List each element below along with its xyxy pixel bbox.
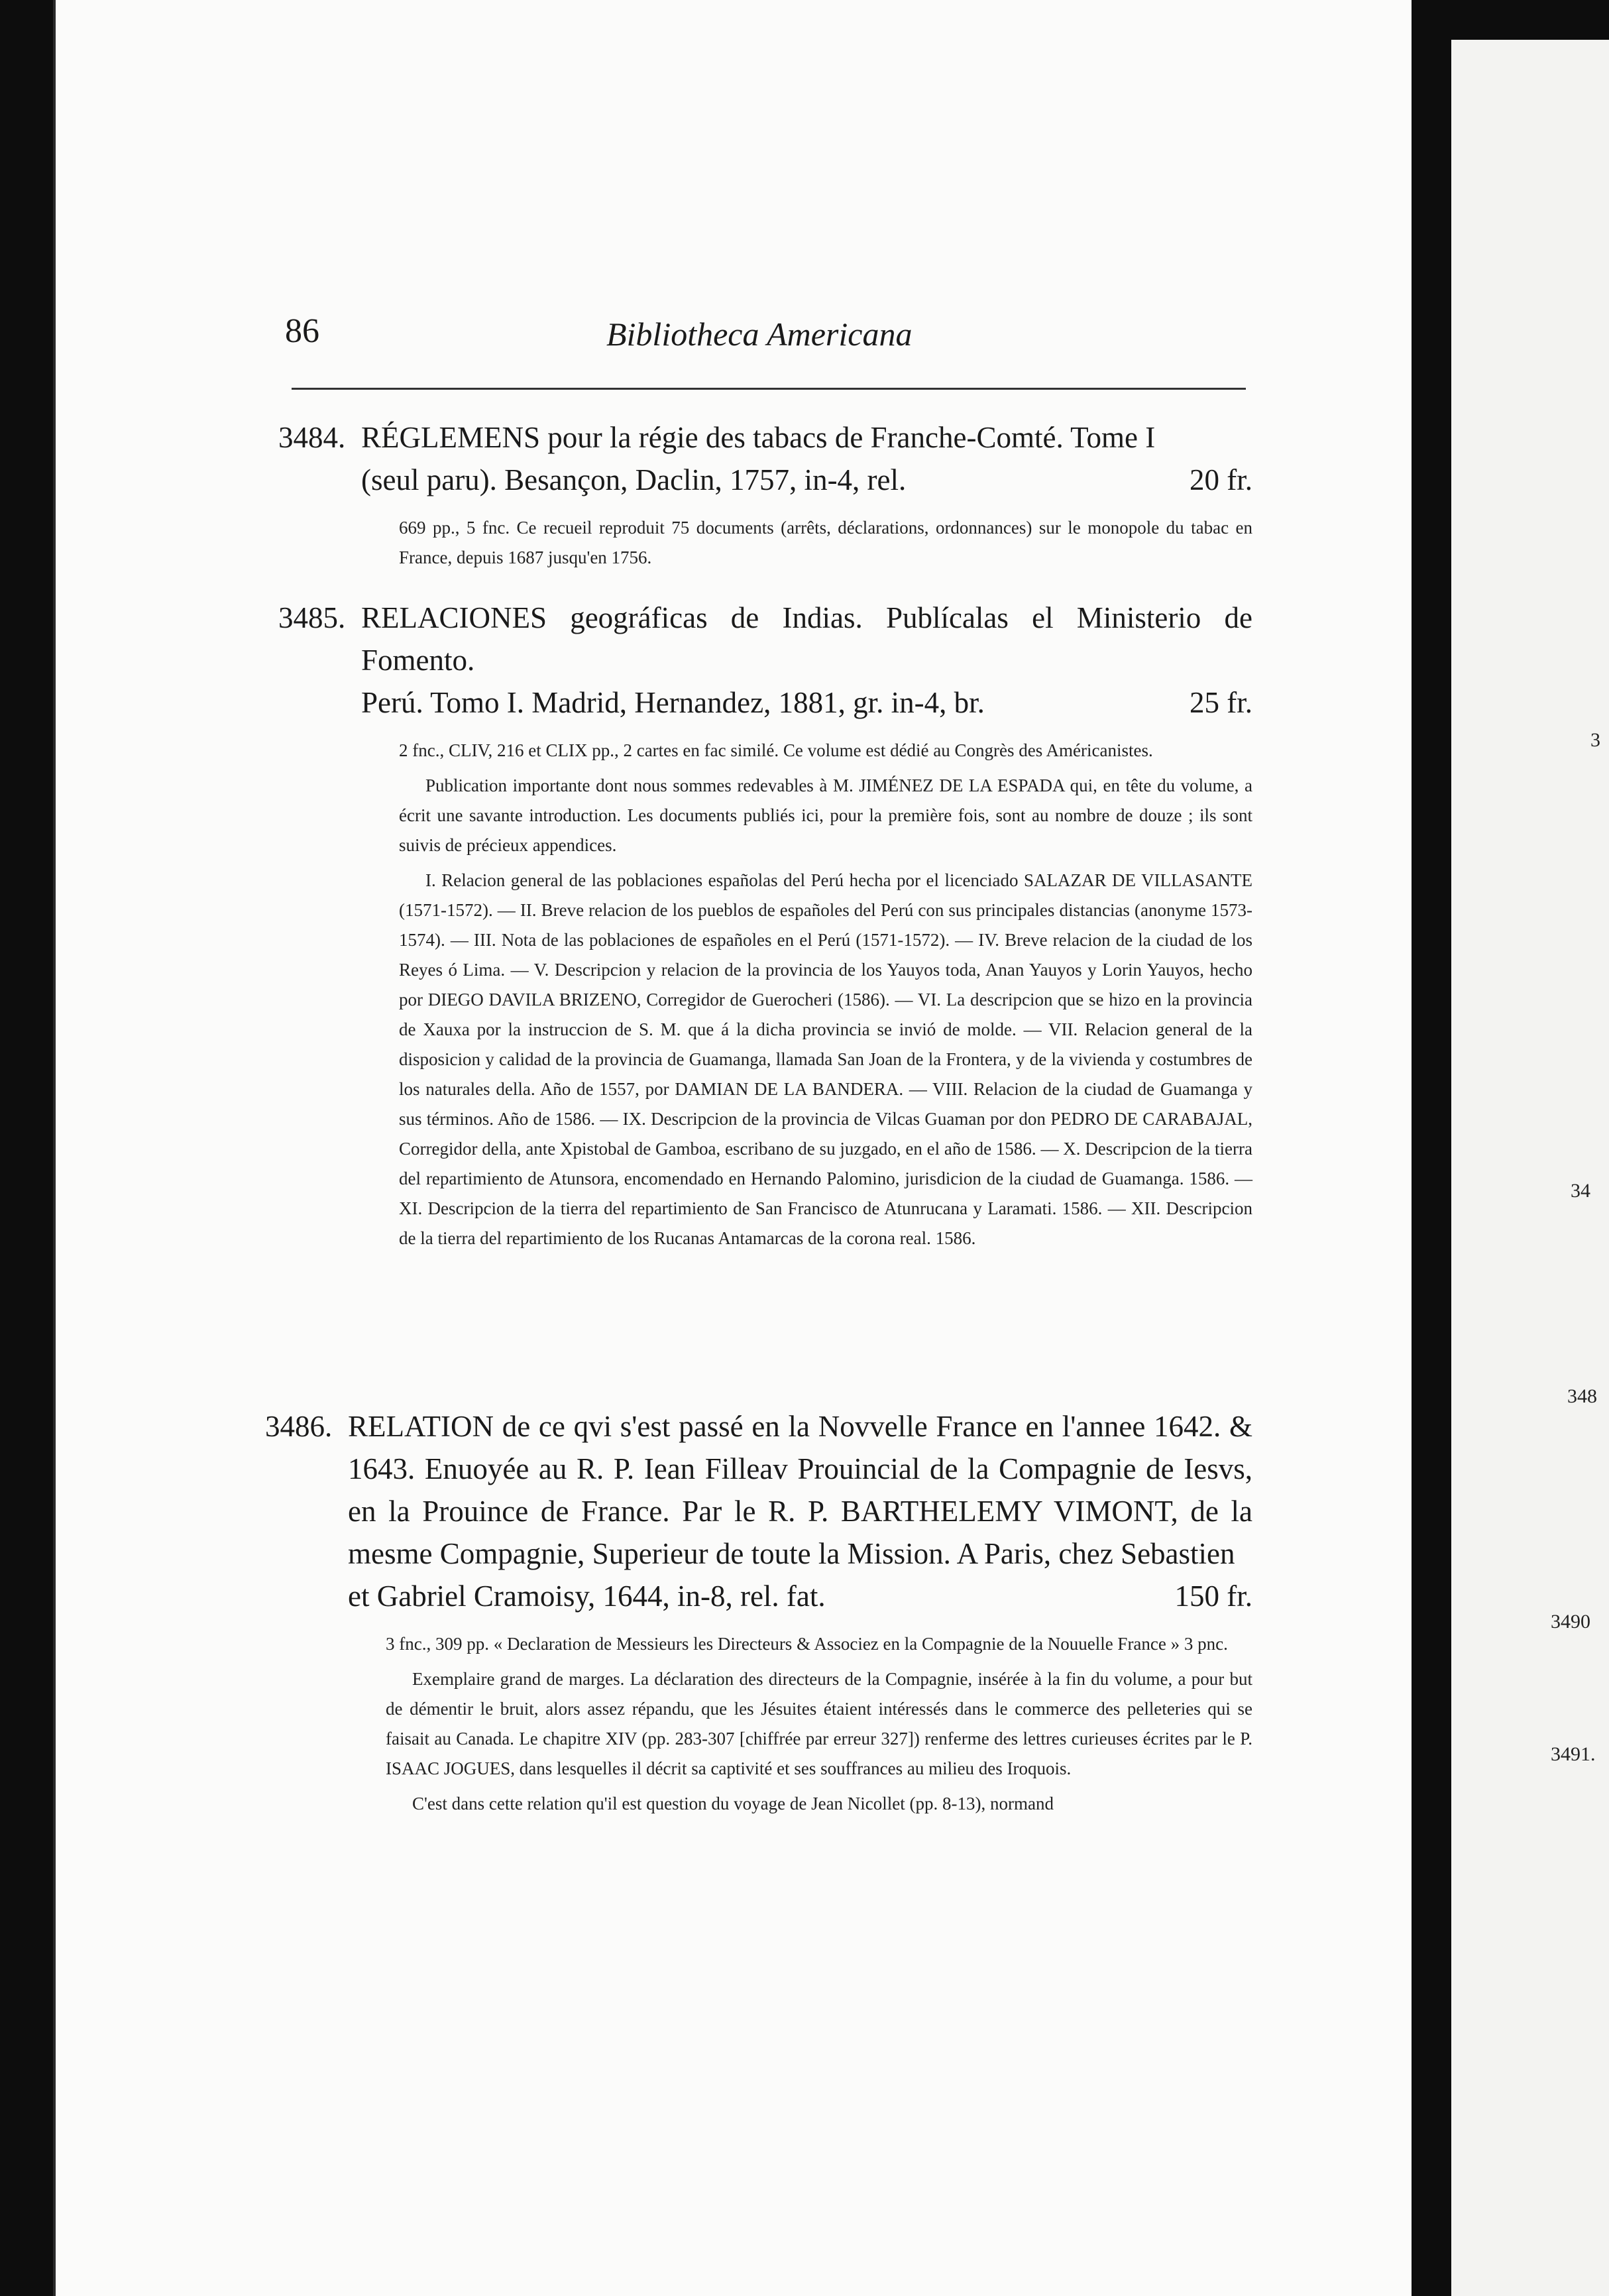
book-gutter: [1412, 0, 1451, 2296]
adjacent-entry-number: 3: [1590, 729, 1600, 751]
entry-notes: [399, 513, 1252, 573]
entry-note: C'est dans cette relation qu'il est question du voyage de Jean Nicollet (pp. 8-13), normand: [412, 1794, 1054, 1813]
adjacent-page-edge: [1451, 40, 1609, 2296]
entry-number: 3484.: [278, 421, 346, 454]
adjacent-entry-number: 3490: [1551, 1611, 1590, 1633]
catalog-entry: [265, 1405, 1252, 1824]
entry-price: 150 fr.: [1174, 1579, 1252, 1613]
entry-number: 3486.: [265, 1410, 333, 1443]
entry-title: [278, 416, 1252, 501]
running-header: [285, 302, 1246, 361]
header-rule: [292, 388, 1246, 390]
entry-price: 25 fr.: [1190, 686, 1252, 719]
entry-note: 669 pp., 5 fnc. Ce recueil reproduit 75 documents (arrêts, déclarations, ordonnances) sur le monopole du tabac en France, depuis 1687 jusqu'en 1756.: [399, 518, 1252, 567]
catalog-entry: [278, 597, 1252, 1259]
entry-note: Exemplaire grand de marges. La déclaration des directeurs de la Compagnie, insérée à la fin du volume, a pour but de démentir le bruit, alors assez répandu, que les Jésuites étaient intéressés dans le commerce des pelleteries qui se faisait au Canada. Le chapitre XIV (pp. 283-307 [chiffrée par erreur 327]) renferme des lettres curieuses écrites par le P. ISAAC JOGUES, dans lesquelles il décrit sa captivité et ses souffrances au milieu des Iroquois.: [386, 1669, 1252, 1778]
entry-head: RÉGLEMENS pour la régie des tabacs de Franche-Comté. Tome I: [361, 421, 1156, 454]
entry-imprint: et Gabriel Cramoisy, 1644, in-8, rel. fat.: [348, 1579, 826, 1613]
entry-notes: [386, 1629, 1252, 1819]
entry-head: RELACIONES geográficas de Indias. Publícalas el Ministerio de Fomento.: [361, 601, 1252, 677]
entry-note: 2 fnc., CLIV, 216 et CLIX pp., 2 cartes en fac similé. Ce volume est dédié au Congrès des Américanistes.: [399, 740, 1153, 760]
entry-note: 3 fnc., 309 pp. « Declaration de Messieurs les Directeurs & Associez en la Compagnie de la Nouuelle France » 3 pnc.: [386, 1634, 1228, 1654]
entry-head: RELATION de ce qvi s'est passé en la Novvelle France en l'annee 1642. & 1643. Enuoyée au R. P. Iean Filleav Prouincial de la Compagnie de Iesvs, en la Prouince de France. Par le R. P. BARTHELEMY VIMONT, de la mesme Compagnie, Superieur de toute la Mission. A Paris, chez Sebastien: [348, 1410, 1252, 1570]
entry-title: [265, 1405, 1252, 1617]
entry-price: 20 fr.: [1190, 463, 1252, 496]
entry-note: Publication importante dont nous sommes redevables à M. JIMÉNEZ DE LA ESPADA qui, en tête du volume, a écrit une savante introduction. Les documents publiés ici, pour la première fois, sont au nombre de douze ; ils sont suivis de précieux appendices.: [399, 775, 1252, 855]
entry-notes: [399, 736, 1252, 1253]
adjacent-entry-number: 34: [1571, 1180, 1590, 1202]
entry-note: I. Relacion general de las poblaciones españolas del Perú hecha por el licenciado SALAZAR DE VILLASANTE (1571-1572). — II. Breve relacion de los pueblos de españoles del Perú con sus principales distancias (anonyme 1573-1574). — III. Nota de las poblaciones de españoles en el Perú (1571-1572). — IV. Breve relacion de la ciudad de los Reyes ó Lima. — V. Descripcion y relacion de la provincia de los Yauyos toda, Anan Yauyos y Lorin Yauyos, hecho por DIEGO DAVILA BRIZENO, Corregidor de Guerocheri (1586). — VI. La descripcion que se hizo en la provincia de Xauxa por la instruccion de S. M. que á la dicha provincia se invió de molde. — VII. Relacion general de la disposicion y calidad de la provincia de Guamanga, llamada San Joan de la Frontera, y de la vivienda y costumbres de los naturales della. Año de 1557, por DAMIAN DE LA BANDERA. — VIII. Relacion de la ciudad de Guamanga y sus términos. Año de 1586. — IX. Descripcion de la provincia de Vilcas Guaman por don PEDRO DE CARABAJAL, Corregidor della, ante Xpistobal de Gamboa, escribano de su juzgado, en el año de 1586. — X. Descripcion de la tierra del repartimiento de Atunsora, encomendado en Hernando Palomino, jurisdicion de la ciudad de Guamanga. 1586. — XI. Descripcion de la tierra del repartimiento de San Francisco de Atunrucana y Laramati. 1586. — XII. Descripcion de la tierra del repartimiento de los Rucanas Antamarcas de la corona real. 1586.: [399, 870, 1252, 1248]
page-number: 86: [285, 312, 319, 350]
entry-imprint: Perú. Tomo I. Madrid, Hernandez, 1881, gr. in-4, br.: [361, 686, 985, 719]
catalog-entry: [278, 416, 1252, 578]
adjacent-entry-number: 3491.: [1551, 1743, 1596, 1765]
adjacent-entry-number: 348: [1567, 1385, 1597, 1407]
running-title: Bibliotheca Americana: [606, 316, 913, 353]
entry-imprint: (seul paru). Besançon, Daclin, 1757, in-4, rel.: [361, 463, 907, 496]
entry-title: [278, 597, 1252, 724]
entry-number: 3485.: [278, 601, 346, 634]
